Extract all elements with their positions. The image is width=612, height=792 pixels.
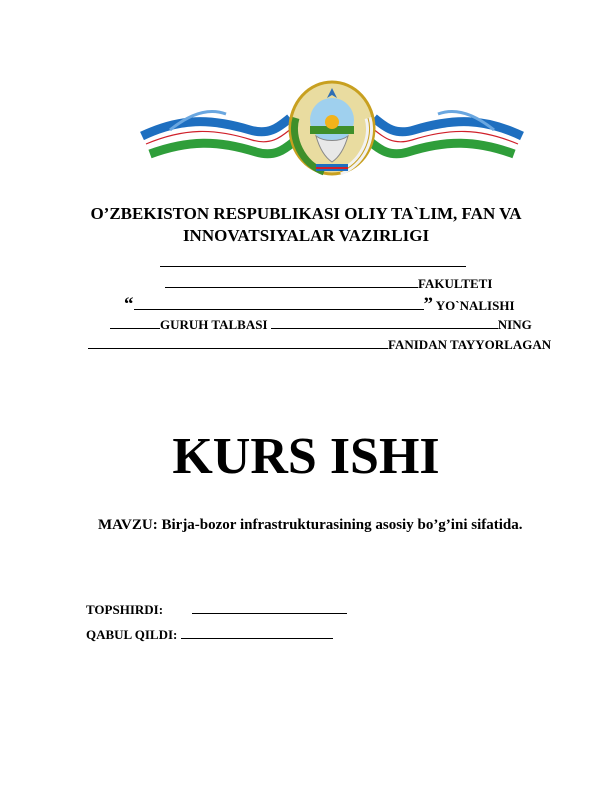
document-title: KURS ISHI: [172, 428, 440, 485]
submitted-line: [86, 601, 347, 618]
subject-label: FANIDAN TAYYORLAGAN: [388, 337, 552, 352]
group-line: [110, 316, 532, 333]
right-ribbon: [368, 111, 522, 154]
left-ribbon: [142, 111, 296, 154]
student-blank: [271, 316, 498, 329]
accepted-blank: [181, 626, 333, 639]
topic-text: Birja-bozor infrastrukturasining asosiy bo’g’ini sifatida.: [161, 517, 523, 533]
ministry-line-1: O’ZBEKISTON RESPUBLIKASI OLIY TA`LIM, FAN VA: [90, 204, 522, 223]
submitted-blank: [192, 601, 347, 614]
state-emblem-image: [140, 78, 524, 178]
blank-underline: [160, 254, 466, 267]
emblem-seal: [290, 82, 374, 174]
subject-line: [88, 336, 551, 353]
ministry-heading: [60, 203, 552, 247]
topic-label: MAVZU:: [98, 517, 158, 533]
ministry-line-2: INNOVATSIYALAR VAZIRLIGI: [182, 226, 430, 245]
faculty-blank: [165, 275, 418, 288]
faculty-line: [165, 275, 492, 292]
direction-line: [124, 294, 515, 316]
submitted-label: TOPSHIRDI:: [86, 602, 164, 617]
accepted-line: [86, 626, 333, 643]
topic-line: [98, 517, 523, 534]
subject-blank: [88, 336, 388, 349]
faculty-label: FAKULTETI: [418, 276, 493, 291]
open-quote: “: [124, 294, 134, 315]
accepted-label: QABUL QILDI:: [86, 627, 178, 642]
close-quote: ”: [423, 294, 433, 315]
group-label: GURUH TALBASI: [160, 317, 268, 332]
direction-label: YO`NALISHI: [435, 298, 515, 313]
direction-blank: [134, 297, 424, 310]
blank-line-top: [160, 254, 466, 271]
group-blank: [110, 316, 160, 329]
student-suffix: NING: [497, 317, 532, 332]
